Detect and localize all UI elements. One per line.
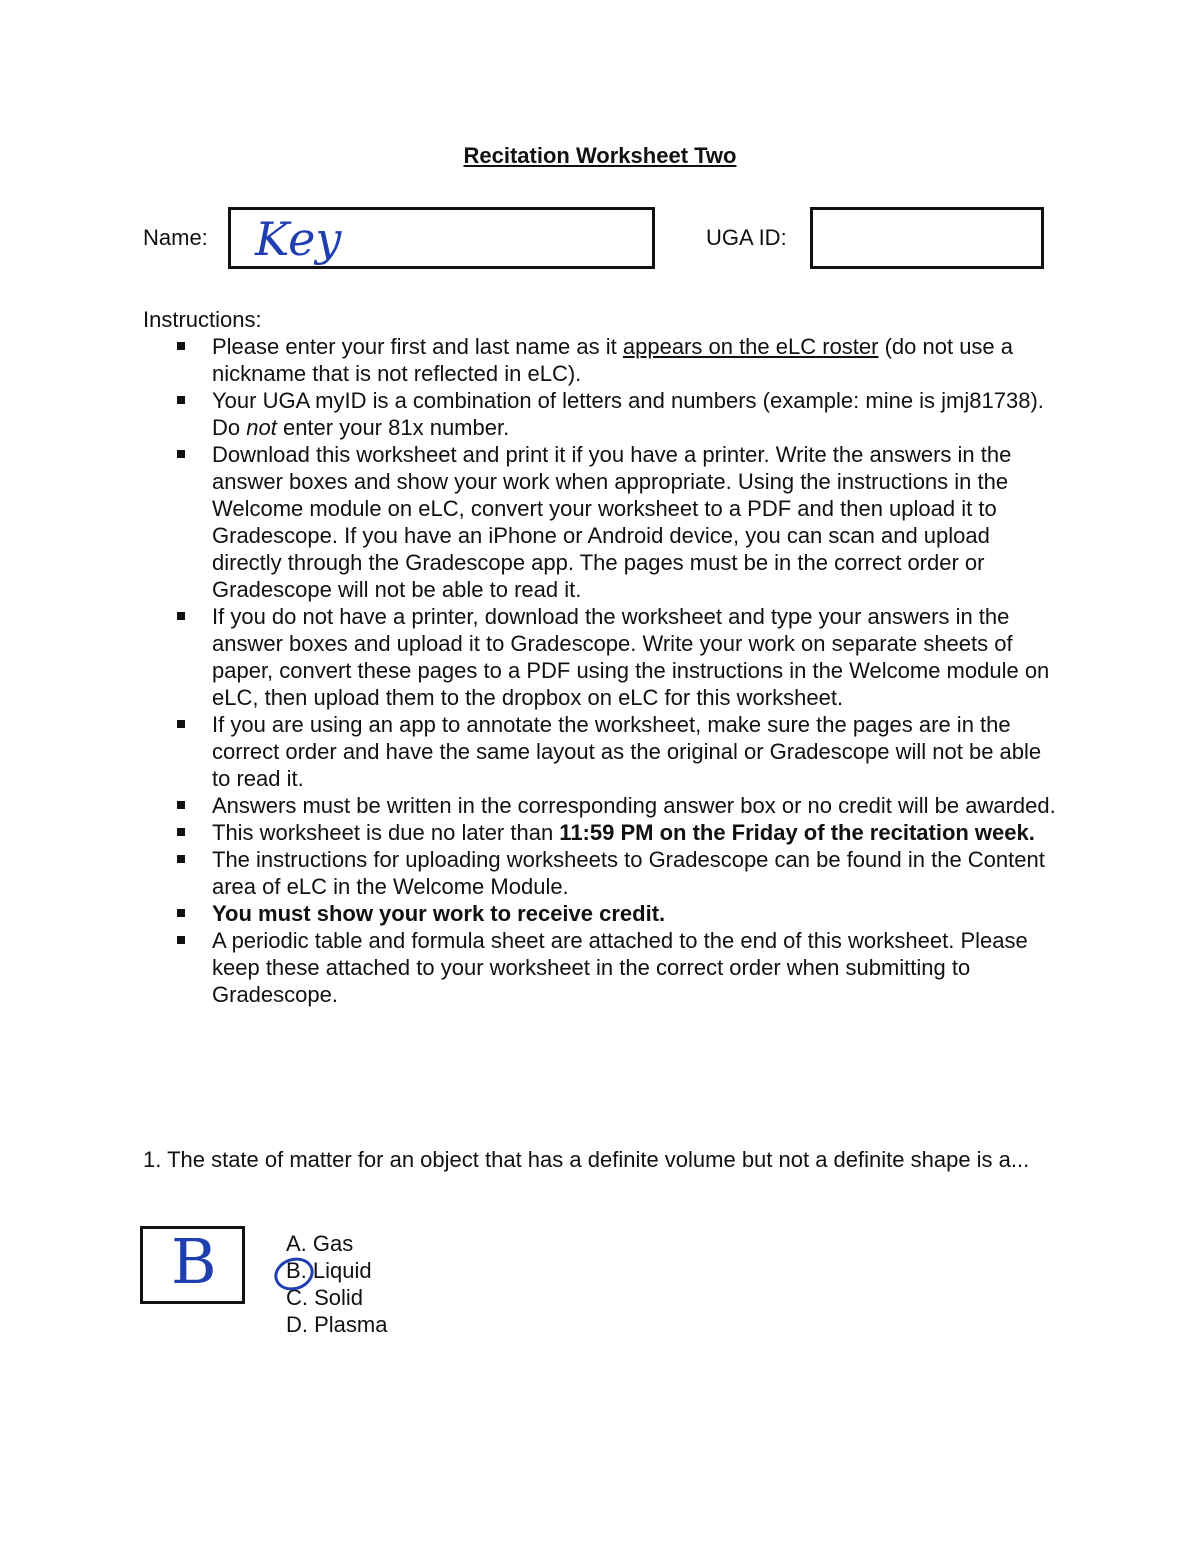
name-label: Name: <box>143 225 208 250</box>
instruction-text: 11:59 PM on the Friday of the recitation week. <box>559 820 1035 845</box>
instruction-text: (do not use a nickname that is not reflected in eLC). <box>212 334 1014 386</box>
instruction-text: not <box>246 415 277 440</box>
instruction-item <box>175 603 1065 711</box>
question-1-text: 1. The state of matter for an object that has a definite volume but not a definite shape is a... <box>143 1147 1030 1172</box>
answer-option: B. Liquid <box>286 1258 372 1283</box>
instruction-item <box>175 792 1065 819</box>
instruction-item <box>175 333 1065 387</box>
answer-option: A. Gas <box>286 1231 354 1256</box>
instruction-text: If you do not have a printer, download the worksheet and type your answers in the answer boxes and upload it to Gradescope. Write your work on separate sheets of paper, convert these pages to a PDF using the instructions in the Welcome module on eLC, then upload them to the dropbox on eLC for this worksheet. <box>212 604 1050 710</box>
instructions-list <box>175 333 1065 1008</box>
instruction-text: Answers must be written in the corresponding answer box or no credit will be awarded. <box>212 793 1056 818</box>
instruction-text: A periodic table and formula sheet are attached to the end of this worksheet. Please keep these attached to your worksheet in the correct order when submitting to Gradescope. <box>212 928 1028 1007</box>
instruction-text: If you are using an app to annotate the worksheet, make sure the pages are in the correct order and have the same layout as the original or Gradescope will not be able to read it. <box>212 712 1042 791</box>
instruction-text: Your UGA myID is a combination of letters and numbers (example: mine is jmj81738). Do <box>212 388 1044 440</box>
instruction-item <box>175 441 1065 603</box>
instruction-text: enter your 81x number. <box>276 415 510 440</box>
instruction-item <box>175 846 1065 900</box>
answer-option: C. Solid <box>286 1285 364 1310</box>
page-title: Recitation Worksheet Two <box>463 143 737 168</box>
instruction-item <box>175 819 1065 846</box>
instruction-text: appears on the eLC roster <box>622 334 879 359</box>
name-handwritten-value: Key <box>255 212 342 266</box>
instructions-heading: Instructions: <box>143 307 262 332</box>
name-field[interactable] <box>228 207 655 269</box>
instruction-item <box>175 927 1065 1008</box>
instruction-item <box>175 711 1065 792</box>
uga-id-label: UGA ID: <box>706 225 787 250</box>
instruction-item <box>175 387 1065 441</box>
instruction-item <box>175 900 1065 927</box>
answer-handwritten-value: B <box>171 1225 217 1298</box>
question-1-answer-box[interactable] <box>140 1226 245 1304</box>
uga-id-field[interactable] <box>810 207 1044 269</box>
instruction-text: The instructions for uploading worksheets to Gradescope can be found in the Content area of eLC in the Welcome Module. <box>212 847 1045 899</box>
instruction-text: Please enter your first and last name as it <box>212 334 623 359</box>
instruction-text: You must show your work to receive credit. <box>212 901 666 926</box>
instruction-text: This worksheet is due no later than <box>212 820 560 845</box>
answer-option: D. Plasma <box>286 1312 388 1337</box>
instruction-text: Download this worksheet and print it if you have a printer. Write the answers in the answer boxes and show your work when appropriate. Using the instructions in the Welcome module on eLC, convert your worksheet to a PDF and then upload it to Gradescope. If you have an iPhone or Android device, you can scan and upload directly through the Gradescope app. The pages must be in the correct order or Gradescope will not be able to read it. <box>212 442 1012 602</box>
